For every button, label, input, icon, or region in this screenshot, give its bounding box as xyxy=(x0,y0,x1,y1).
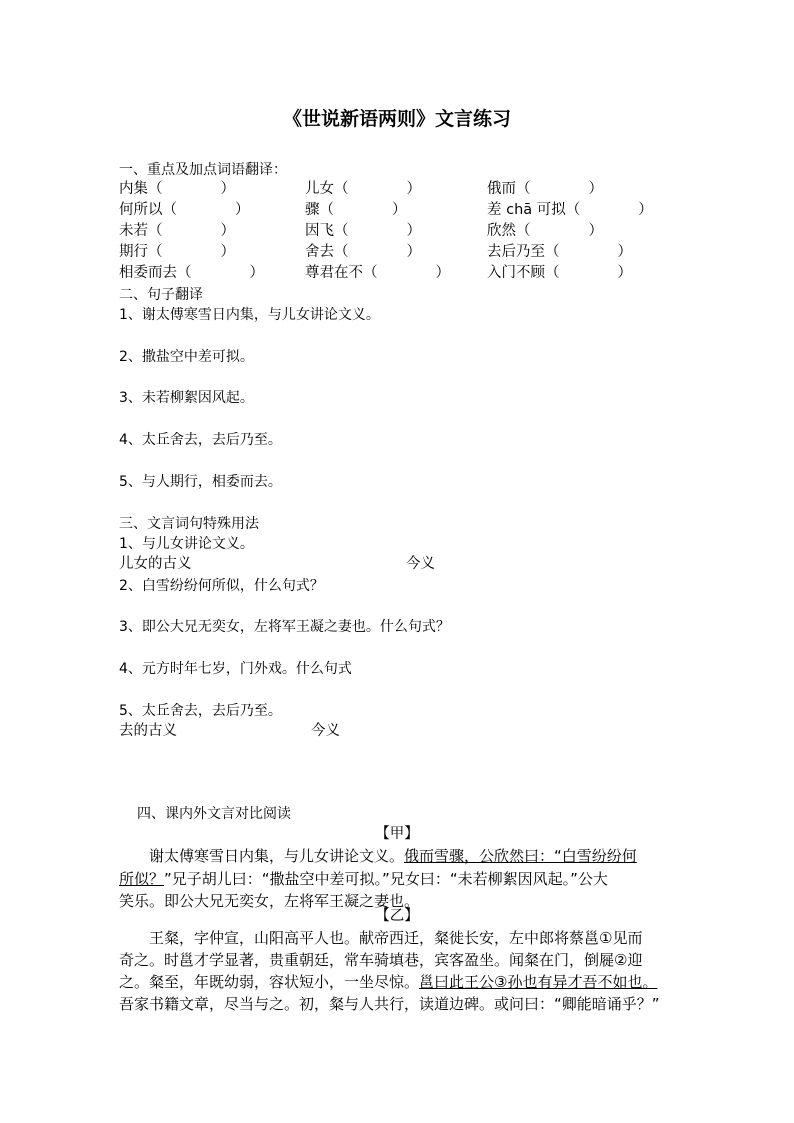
usage-question: 4、元方时年七岁，门外戏。什么句式 xyxy=(119,661,352,677)
section4-heading: 四、课内外文言对比阅读 xyxy=(137,806,291,822)
passage-line: 吾家书籍文章，尽当与之。初，粲与人共行，读道边碑。或问曰：“卿能暗诵乎？” xyxy=(119,995,660,1013)
section1-heading: 一、重点及加点词语翻译： xyxy=(119,162,287,178)
vocab-item: 欣然（ ） xyxy=(487,223,603,239)
passage-line xyxy=(149,845,637,868)
vocab-item: 去后乃至（ ） xyxy=(487,244,632,260)
section2-heading: 二、句子翻译 xyxy=(119,287,203,303)
ancient-meaning-label: 儿女的古义 xyxy=(119,556,192,572)
underlined-sentence: 俄而雪骤，公欣然曰：“白雪纷纷何 xyxy=(404,847,637,865)
passage-yi-label: 【乙】 xyxy=(375,908,419,924)
vocab-item: 尊君在不（ ） xyxy=(305,265,450,281)
vocab-item: 因飞（ ） xyxy=(305,223,421,239)
usage-question: 5、太丘舍去，去后乃至。 xyxy=(119,703,282,719)
vocab-item: 舍去（ ） xyxy=(305,244,421,260)
vocab-item: 差 chā 可拟（ ） xyxy=(487,202,653,218)
translation-item: 3、未若柳絮因风起。 xyxy=(119,390,254,406)
vocab-item: 何所以（ ） xyxy=(119,202,250,218)
passage-line xyxy=(119,971,657,994)
translation-item: 5、与人期行，相委而去。 xyxy=(119,474,282,490)
passage-text: 谢太傅寒雪日内集，与儿女讲论文义。 xyxy=(149,847,405,865)
passage-line: 奇之。时邕才学显著，贵重朝廷，常车骑填巷，宾客盈坐。闻粲在门，倒屣②迎 xyxy=(119,951,643,969)
vocab-item: 儿女（ ） xyxy=(305,181,421,197)
translation-item: 2、撒盐空中差可拟。 xyxy=(119,349,254,365)
underlined-sentence: 所似？ xyxy=(119,870,165,888)
passage-line xyxy=(119,868,608,891)
section3-heading: 三、文言词句特殊用法 xyxy=(119,516,259,532)
page-title: 《世说新语两则》文言练习 xyxy=(282,108,511,130)
vocab-item: 内集（ ） xyxy=(119,181,235,197)
vocab-item: 未若（ ） xyxy=(119,223,235,239)
passage-jia-label: 【甲】 xyxy=(375,826,419,842)
vocab-item: 入门不顾（ ） xyxy=(487,265,632,281)
translation-item: 1、谢太傅寒雪日内集，与儿女讲论文义。 xyxy=(119,307,380,323)
underlined-sentence: 邕曰此王公③孙也有异才吾不如也。 xyxy=(419,973,658,991)
passage-line: 王粲，字仲宣，山阳高平人也。献帝西迁，粲徙长安，左中郎将蔡邕①见而 xyxy=(149,929,643,947)
passage-line: 笑乐。即公大兄无奕女，左将军王凝之妻也。 xyxy=(119,892,420,910)
vocab-item: 期行（ ） xyxy=(119,244,235,260)
modern-meaning-label: 今义 xyxy=(406,556,435,572)
passage-text: ”兄子胡儿曰：“撒盐空中差可拟。”兄女曰：“未若柳絮因风起。”公大 xyxy=(164,870,608,888)
passage-text: 之。粲至，年既幼弱，容状短小，一坐尽惊。 xyxy=(119,973,420,991)
modern-meaning-label: 今义 xyxy=(311,723,340,739)
vocab-item: 俄而（ ） xyxy=(487,181,603,197)
vocab-item: 相委而去（ ） xyxy=(119,265,264,281)
usage-question: 3、即公大兄无奕女，左将军王凝之妻也。什么句式？ xyxy=(119,619,450,635)
vocab-item: 骤（ ） xyxy=(305,202,407,218)
ancient-meaning-label: 去的古义 xyxy=(119,723,177,739)
usage-question: 2、白雪纷纷何所似，什么句式？ xyxy=(119,578,324,594)
usage-question: 1、与儿女讲论文义。 xyxy=(119,536,254,552)
translation-item: 4、太丘舍去，去后乃至。 xyxy=(119,432,282,448)
